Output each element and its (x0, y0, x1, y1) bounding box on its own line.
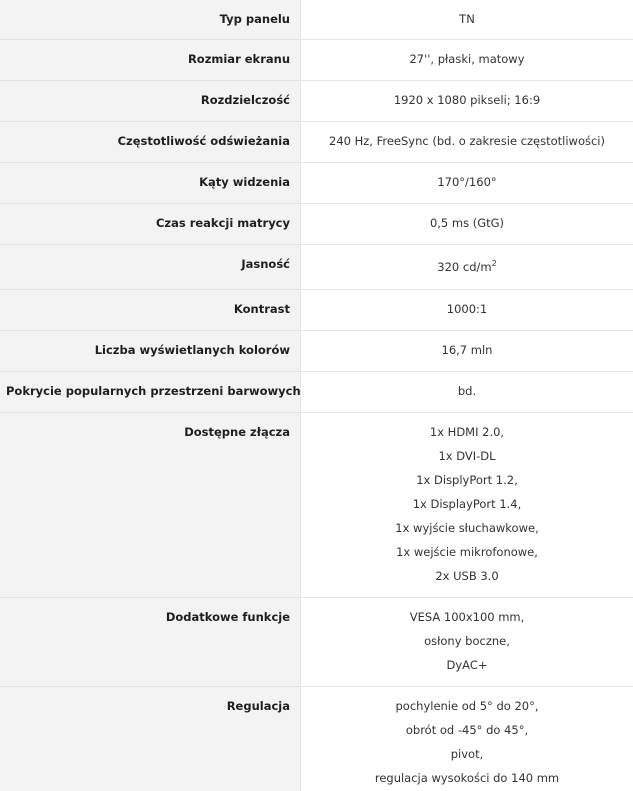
spec-label-text: Kontrast (233, 301, 290, 316)
spec-label (0, 289, 301, 330)
spec-label (0, 597, 301, 686)
spec-row-refresh-rate (0, 121, 633, 162)
spec-value (301, 371, 633, 412)
spec-value-line: 0,5 ms (GtG) (429, 215, 505, 230)
spec-label-text: Jasność (241, 256, 290, 271)
spec-label (0, 39, 301, 80)
spec-value-line: regulacja wysokości do 140 mm (374, 770, 560, 785)
spec-value-line: 16,7 mln (441, 342, 493, 357)
spec-label-text: Regulacja (226, 698, 290, 713)
spec-value-line: bd. (457, 383, 477, 398)
spec-value-line: 1x DVI-DL (438, 448, 496, 463)
spec-row-viewing-angles (0, 162, 633, 203)
spec-row-resolution (0, 80, 633, 121)
spec-row-panel-type (0, 0, 633, 39)
spec-label-text: Czas reakcji matrycy (155, 215, 290, 230)
spec-label-text: Pokrycie popularnych przestrzeni barwowych (6, 383, 301, 398)
spec-value-line: 1x wejście mikrofonowe, (396, 544, 538, 559)
spec-label-text: Częstotliwość odświeżania (117, 133, 290, 148)
spec-value (301, 203, 633, 244)
spec-label (0, 371, 301, 412)
spec-row-contrast (0, 289, 633, 330)
brightness-value: 320 cd/m (437, 259, 492, 274)
spec-value-line: obrót od -45° do 45°, (405, 722, 529, 737)
spec-value-line: osłony boczne, (424, 633, 510, 648)
spec-label (0, 203, 301, 244)
spec-label (0, 80, 301, 121)
spec-value-line: 1x wyjście słuchawkowe, (395, 520, 539, 535)
spec-value-line: 2x USB 3.0 (435, 568, 499, 583)
spec-value (301, 289, 633, 330)
spec-label-text: Rozmiar ekranu (187, 51, 290, 66)
spec-row-extra-features (0, 597, 633, 686)
spec-value-line: 170°/160° (437, 174, 497, 189)
spec-value (301, 0, 633, 39)
spec-label-text: Kąty widzenia (199, 174, 290, 189)
spec-row-response-time (0, 203, 633, 244)
spec-row-connectors (0, 412, 633, 597)
spec-row-brightness (0, 244, 633, 289)
spec-value-line: VESA 100x100 mm, (409, 609, 525, 624)
spec-value-line: 1x HDMI 2.0, (429, 424, 505, 439)
spec-value-line: 240 Hz, FreeSync (bd. o zakresie częstotliwości) (329, 133, 605, 148)
spec-row-adjustment (0, 686, 633, 791)
spec-label (0, 121, 301, 162)
spec-label-text: Dostępne złącza (184, 424, 290, 439)
spec-value-line: TN (459, 12, 475, 26)
spec-value (301, 121, 633, 162)
spec-label-text: Rozdzielczość (200, 92, 290, 107)
spec-value-line: 1920 x 1080 pikseli; 16:9 (393, 92, 541, 107)
spec-value (301, 597, 633, 686)
spec-label (0, 686, 301, 791)
spec-value-line: 27'', płaski, matowy (409, 51, 525, 66)
spec-value (301, 412, 633, 597)
spec-value-line: 1x DisplayPort 1.4, (412, 496, 522, 511)
spec-label (0, 412, 301, 597)
spec-label (0, 330, 301, 371)
spec-value-line (305, 259, 629, 275)
spec-value (301, 330, 633, 371)
spec-value (301, 244, 633, 289)
spec-value (301, 686, 633, 791)
unit-superscript: 2 (491, 258, 497, 268)
spec-value (301, 162, 633, 203)
spec-label-text: Liczba wyświetlanych kolorów (94, 342, 290, 357)
spec-value-line: DyAC+ (446, 657, 488, 672)
spec-label-text: Dodatkowe funkcje (165, 609, 290, 624)
spec-value-line: pivot, (450, 746, 484, 761)
spec-value-line: pochylenie od 5° do 20°, (395, 698, 539, 713)
spec-label (0, 244, 301, 289)
spec-label-text: Typ panelu (219, 12, 290, 26)
spec-label (0, 0, 301, 39)
spec-label (0, 162, 301, 203)
spec-row-color-gamut (0, 371, 633, 412)
spec-row-screen-size (0, 39, 633, 80)
spec-value (301, 39, 633, 80)
spec-value-line: 1x DisplyPort 1.2, (416, 472, 518, 487)
spec-value-line: 1000:1 (446, 301, 488, 316)
spec-value (301, 80, 633, 121)
spec-row-colors (0, 330, 633, 371)
